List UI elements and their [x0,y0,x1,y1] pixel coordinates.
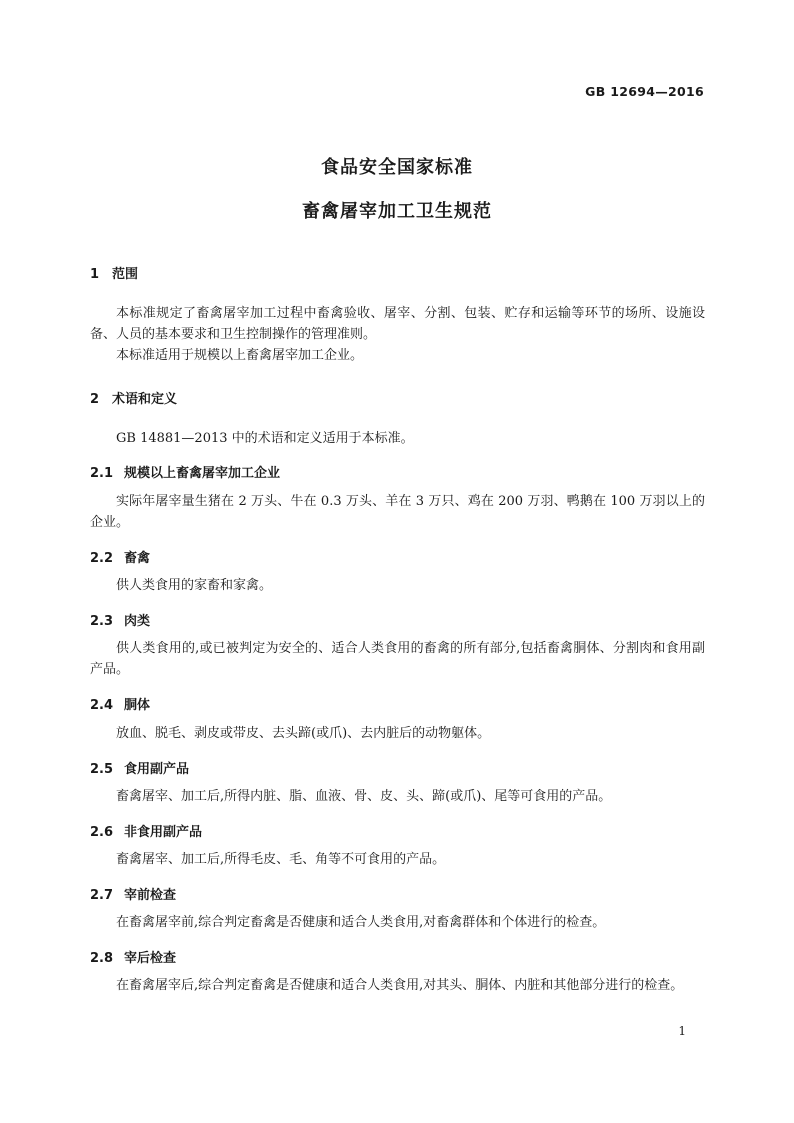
section-number: 2.2 [90,551,114,566]
section-number: 2.5 [90,762,114,777]
section-number: 2.1 [90,466,114,481]
subsection-heading-2-4 [90,694,150,713]
section-title: 术语和定义 [112,392,178,407]
subsection-heading-2-6 [90,821,202,840]
paragraph: 本标准规定了畜禽屠宰加工过程中畜禽验收、屠宰、分割、包装、贮存和运输等环节的场所、设施设备、人员的基本要求和卫生控制操作的管理准则。 [90,306,705,342]
standard-code: GB 12694—2016 [585,84,704,99]
section-title: 肉类 [124,614,151,629]
section-title: 规模以上畜禽屠宰加工企业 [124,466,281,481]
section-number: 2 [90,392,100,407]
subsection-heading-2-3 [90,610,150,629]
section-title: 胴体 [124,698,151,713]
section-heading-1 [90,263,138,282]
section-title: 畜禽 [124,551,151,566]
subsection-heading-2-5 [90,758,189,777]
section-number: 2.6 [90,825,114,840]
paragraph: GB 14881—2013 中的术语和定义适用于本标准。 [116,431,414,446]
section-number: 2.4 [90,698,114,713]
subsection-heading-2-2 [90,547,150,566]
subsection-heading-2-8 [90,947,176,966]
definition-text: 在畜禽屠宰前,综合判定畜禽是否健康和适合人类食用,对畜禽群体和个体进行的检查。 [116,915,606,930]
section-number: 2.8 [90,951,114,966]
document-subtitle: 畜禽屠宰加工卫生规范 [302,201,492,222]
section-number: 2.7 [90,888,114,903]
definition-text: 供人类食用的,或已被判定为安全的、适合人类食用的畜禽的所有部分,包括畜禽胴体、分割肉和食用副产品。 [90,641,705,677]
section-number: 1 [90,267,100,282]
definition-text: 供人类食用的家畜和家禽。 [116,578,273,593]
definition-text: 在畜禽屠宰后,综合判定畜禽是否健康和适合人类食用,对其头、胴体、内脏和其他部分进行的检查。 [116,978,684,993]
section-title: 食用副产品 [124,762,190,777]
section-number: 2.3 [90,614,114,629]
section-title: 范围 [112,267,139,282]
document-title: 食品安全国家标准 [321,157,473,178]
section-title: 宰前检查 [124,888,177,903]
definition-text: 实际年屠宰量生猪在 2 万头、牛在 0.3 万头、羊在 3 万只、鸡在 200 万羽、鸭鹅在 100 万羽以上的企业。 [90,494,705,530]
definition-text: 放血、脱毛、剥皮或带皮、去头蹄(或爪)、去内脏后的动物躯体。 [116,726,491,741]
section-heading-2 [90,388,177,407]
subsection-heading-2-1 [90,462,280,481]
section-title: 非食用副产品 [124,825,203,840]
paragraph: 本标准适用于规模以上畜禽屠宰加工企业。 [116,348,364,363]
page-number: 1 [678,1024,686,1038]
definition-text: 畜禽屠宰、加工后,所得毛皮、毛、角等不可食用的产品。 [116,852,446,867]
subsection-heading-2-7 [90,884,176,903]
section-title: 宰后检查 [124,951,177,966]
definition-text: 畜禽屠宰、加工后,所得内脏、脂、血液、骨、皮、头、蹄(或爪)、尾等可食用的产品。 [116,789,612,804]
